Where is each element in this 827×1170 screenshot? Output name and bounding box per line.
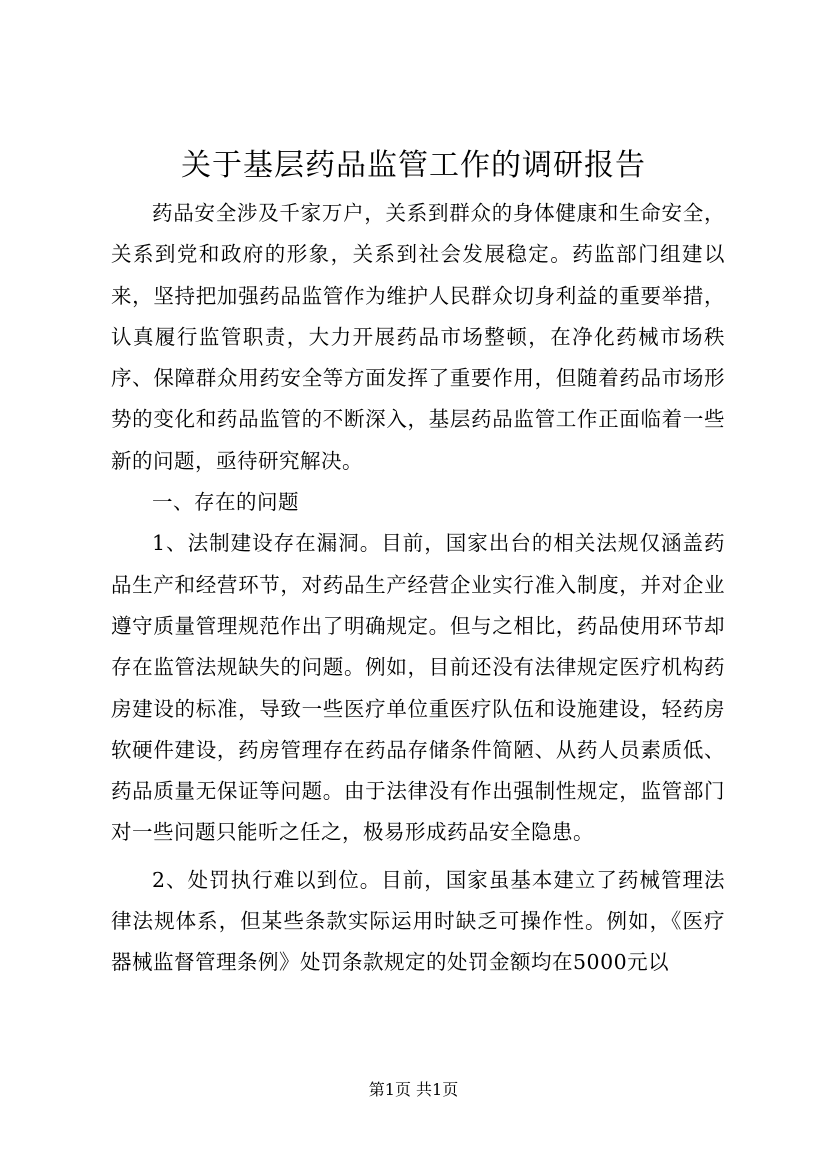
document-body [111,193,725,984]
section-heading-problems: 一、存在的问题 [152,490,299,515]
page-number-footer: 第1页 共1页 [368,1080,459,1099]
paragraph-problem-2: 2、处罚执行难以到位。目前，国家虽基本建立了药械管理法律法规体系，但某些条款实际运用时缺乏可操作性。例如，《医疗器械监督管理条例》处罚条款规定的处罚金额均在5000元以 [111,867,725,975]
paragraph-intro: 药品安全涉及千家万户，关系到群众的身体健康和生命安全，关系到党和政府的形象，关系到社会发展稳定。药监部门组建以来，坚持把加强药品监管作为维护人民群众切身利益的重要举措，认真履行监管职责，大力开展药品市场整顿，在净化药械市场秩序、保障群众用药安全等方面发挥了重要作用，但随着药品市场形势的变化和药品监管的不断深入，基层药品监管工作正面临着一些新的问题，亟待研究解决。 [111,201,725,473]
paragraph-problem-1: 1、法制建设存在漏洞。目前，国家出台的相关法规仅涵盖药品生产和经营环节，对药品生产经营企业实行准入制度，并对企业遵守质量管理规范作出了明确规定。但与之相比，药品使用环节却存在监管法规缺失的问题。例如，目前还没有法律规定医疗机构药房建设的标准，导致一些医疗单位重医疗队伍和设施建设，轻药房软硬件建设，药房管理存在药品存储条件简陋、从药人员素质低、药品质量无保证等问题。由于法律没有作出强制性规定，监管部门对一些问题只能听之任之，极易形成药品安全隐患。 [111,531,725,845]
document-title: 关于基层药品监管工作的调研报告 [181,148,646,183]
